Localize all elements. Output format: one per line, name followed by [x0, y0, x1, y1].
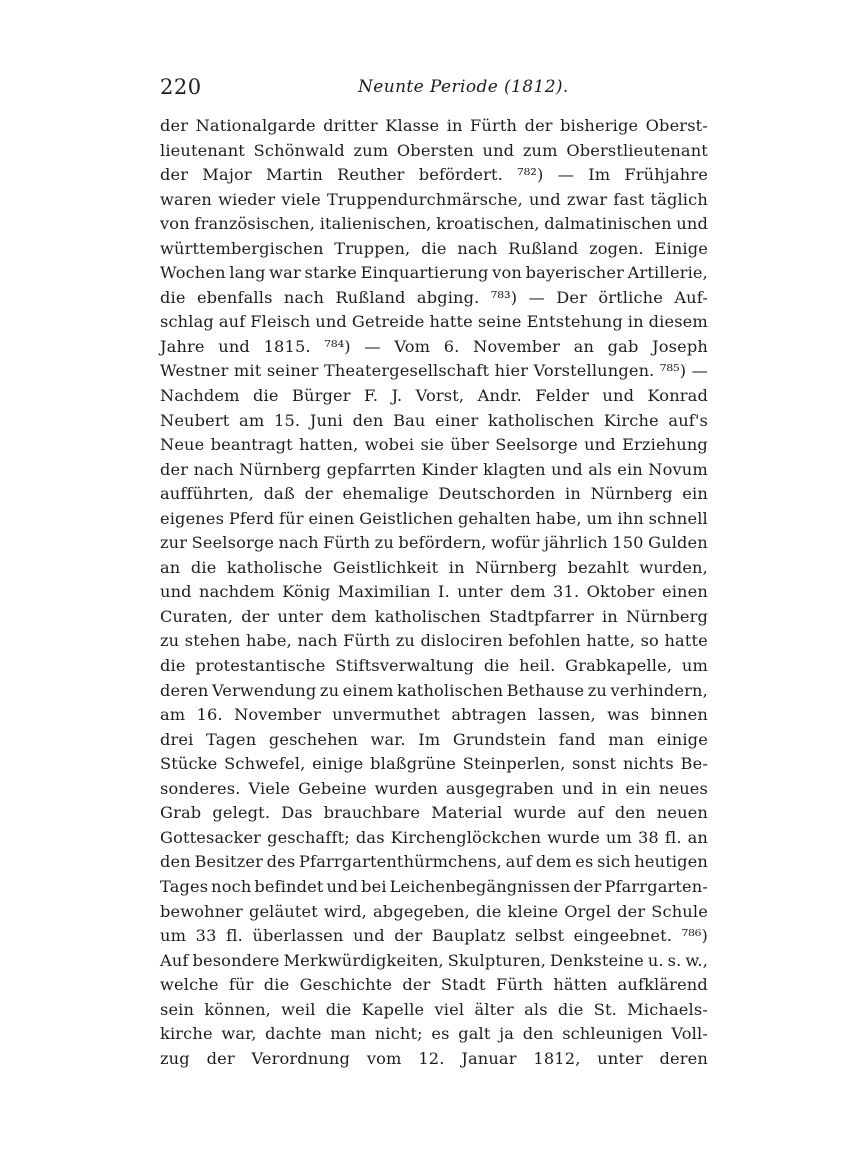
text-line: waren wieder viele Truppendurchmärsche, und zwar fast täglich	[160, 189, 708, 209]
text-line: Tages noch befindet und bei Leichenbegängnissen der Pfarrgarten-	[160, 876, 708, 896]
text-line: von französischen, italienischen, kroatischen, dalmatinischen und	[160, 214, 708, 234]
text-line: württembergischen Truppen, die nach Rußland zogen. Einige	[160, 238, 708, 258]
text-line: sonderes. Viele Gebeine wurden ausgegraben und in ein neues	[160, 778, 708, 798]
text-line: bewohner geläutet wird, abgegeben, die kleine Orgel der Schule	[160, 901, 708, 921]
page-header	[160, 72, 708, 102]
text-line: am 16. November unvermuthet abtragen lassen, was binnen	[160, 705, 708, 725]
text-line: drei Tagen geschehen war. Im Grundstein fand man einige	[160, 729, 708, 749]
running-head: Neunte Periode (1812).	[358, 77, 569, 97]
text-line: Stücke Schwefel, einige blaßgrüne Steinperlen, sonst nichts Be-	[160, 754, 708, 774]
text-line: Auf besondere Merkwürdigkeiten, Skulpturen, Denksteine u. s. w.,	[160, 950, 708, 970]
text-line: zur Seelsorge nach Fürth zu befördern, wofür jährlich 150 Gulden	[160, 533, 708, 553]
text-line: lieutenant Schönwald zum Obersten und zum Oberstlieutenant	[160, 140, 708, 160]
text-line: der Major Martin Reuther befördert. ⁷⁸²) — Im Frühjahre	[160, 165, 708, 185]
text-line: zu stehen habe, nach Fürth zu dislociren befohlen hatte, so hatte	[160, 631, 708, 651]
text-line: schlag auf Fleisch und Getreide hatte seine Entstehung in diesem	[160, 312, 708, 332]
page-number: 220	[160, 75, 202, 99]
text-line: Westner mit seiner Theatergesellschaft hier Vorstellungen. ⁷⁸⁵) —	[160, 361, 708, 381]
text-line: die ebenfalls nach Rußland abging. ⁷⁸³) — Der örtliche Auf-	[160, 287, 708, 307]
text-line: zug der Verordnung vom 12. Januar 1812, unter deren	[160, 1048, 708, 1068]
text-line: Neue beantragt hatten, wobei sie über Seelsorge und Erziehung	[160, 435, 708, 455]
text-line: Nachdem die Bürger F. J. Vorst, Andr. Felder und Konrad	[160, 386, 708, 406]
text-line: Grab gelegt. Das brauchbare Material wurde auf den neuen	[160, 803, 708, 823]
text-line: um 33 fl. überlassen und der Bauplatz selbst eingeebnet. ⁷⁸⁶)	[160, 926, 708, 946]
text-line: Jahre und 1815. ⁷⁸⁴) — Vom 6. November an gab Joseph	[160, 336, 708, 356]
text-line: Gottesacker geschafft; das Kirchenglöckchen wurde um 38 fl. an	[160, 827, 708, 847]
text-line: welche für die Geschichte der Stadt Fürth hätten aufklärend	[160, 975, 708, 995]
text-line: den Besitzer des Pfarrgartenthürmchens, auf dem es sich heutigen	[160, 852, 708, 872]
text-line: die protestantische Stiftsverwaltung die heil. Grabkapelle, um	[160, 656, 708, 676]
text-line: der Nationalgarde dritter Klasse in Fürth der bisherige Oberst-	[160, 116, 708, 135]
text-line: an die katholische Geistlichkeit in Nürnberg bezahlt wurden,	[160, 557, 708, 577]
text-line: und nachdem König Maximilian I. unter dem 31. Oktober einen	[160, 582, 708, 602]
body-text	[160, 114, 708, 1071]
text-line: aufführten, daß der ehemalige Deutschorden in Nürnberg ein	[160, 484, 708, 504]
text-line: Neubert am 15. Juni den Bau einer katholischen Kirche auf's	[160, 410, 708, 430]
text-line: Wochen lang war starke Einquartierung von bayerischer Artillerie,	[160, 263, 708, 283]
text-line: deren Verwendung zu einem katholischen Bethause zu verhindern,	[160, 680, 708, 700]
text-line: kirche war, dachte man nicht; es galt ja den schleunigen Voll-	[160, 1024, 708, 1044]
text-line: Curaten, der unter dem katholischen Stadtpfarrer in Nürnberg	[160, 606, 708, 626]
text-line: sein können, weil die Kapelle viel älter als die St. Michaels-	[160, 999, 708, 1019]
text-line: eigenes Pferd für einen Geistlichen gehalten habe, um ihn schnell	[160, 508, 708, 528]
text-line: der nach Nürnberg gepfarrten Kinder klagten und als ein Novum	[160, 459, 708, 479]
